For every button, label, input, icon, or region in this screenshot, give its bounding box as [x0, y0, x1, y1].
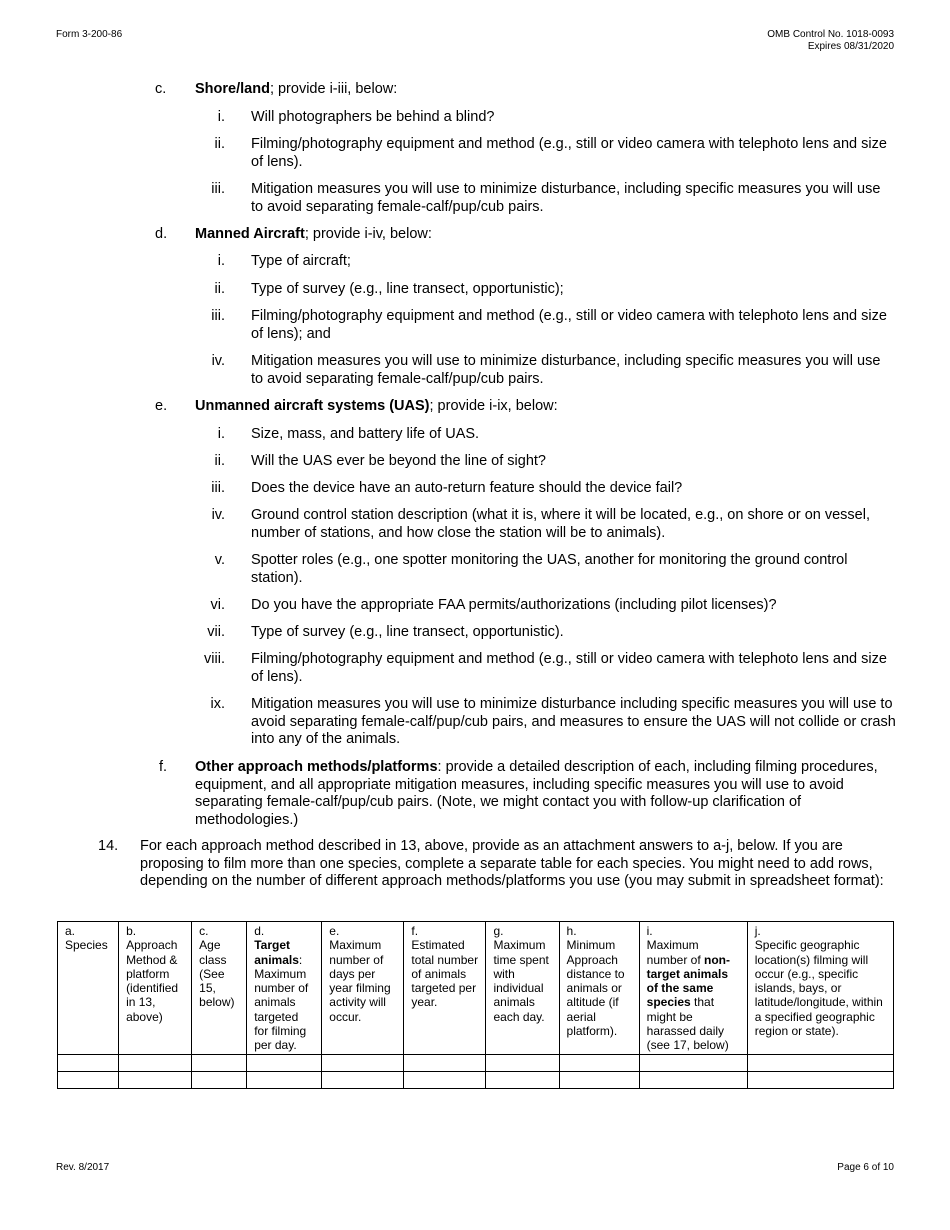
table-cell[interactable]: [58, 1054, 119, 1071]
page-number: Page 6 of 10: [837, 1162, 894, 1173]
section-instruction: ; provide i-ix, below:: [429, 398, 558, 414]
column-f-header: f. Estimated total number of animals targeted per year.: [404, 922, 486, 1055]
table-cell[interactable]: [58, 1071, 119, 1088]
table-cell[interactable]: [119, 1071, 192, 1088]
table-cell[interactable]: [404, 1054, 486, 1071]
column-e-header: e. Maximum number of days per year filming activity will occur.: [322, 922, 404, 1055]
column-g-header: g. Maximum time spent with individual animals each day.: [486, 922, 559, 1055]
question-number: 14.: [98, 838, 119, 854]
section-instruction: ; provide i-iv, below:: [304, 226, 432, 242]
column-b-header: b. Approach Method & platform (identified in 13, above): [119, 922, 192, 1055]
table-cell[interactable]: [119, 1054, 192, 1071]
section-label: f.: [159, 759, 168, 775]
column-d-header: d. Target animals: Maximum number of animals targeted for filming per day.: [247, 922, 322, 1055]
form-number: Form 3-200-86: [56, 29, 123, 40]
table-cell[interactable]: [404, 1071, 486, 1088]
omb-info: [767, 29, 894, 53]
table-header-row: [58, 922, 894, 1055]
column-h-header: h. Minimum Approach distance to animals or altitude (if aerial platform).: [559, 922, 639, 1055]
table-cell[interactable]: [486, 1054, 559, 1071]
section-title: Other approach methods/platforms: [195, 759, 438, 775]
section-label: e.: [155, 398, 168, 414]
approach-method-table: [57, 921, 894, 1089]
table-cell[interactable]: [747, 1054, 893, 1071]
table-cell[interactable]: [639, 1054, 747, 1071]
table-cell[interactable]: [322, 1054, 404, 1071]
section-title: Unmanned aircraft systems (UAS): [195, 398, 430, 414]
table-cell[interactable]: [559, 1054, 639, 1071]
revision-date: Rev. 8/2017: [56, 1162, 110, 1173]
omb-control-number: OMB Control No. 1018-0093: [767, 29, 894, 40]
table-cell[interactable]: [639, 1071, 747, 1088]
table-cell[interactable]: [747, 1071, 893, 1088]
column-j-header: j. Specific geographic location(s) filming will occur (e.g., specific islands, bays, or latitude/longitude, within a specified geographic region or state).: [747, 922, 893, 1055]
section-label: d.: [155, 226, 168, 242]
table-row: [58, 1071, 894, 1088]
table-cell[interactable]: [192, 1054, 247, 1071]
table-cell[interactable]: [247, 1054, 322, 1071]
table-cell[interactable]: [559, 1071, 639, 1088]
section-title: Manned Aircraft: [195, 226, 305, 242]
table-cell[interactable]: [486, 1071, 559, 1088]
section-label: c.: [155, 81, 167, 97]
column-i-header: i. Maximum number of non-target animals of the same species that might be harassed daily (see 17, below): [639, 922, 747, 1055]
question-text: For each approach method described in 13, above, provide as an attachment answers to a-j, below. If you are proposing to film more than one species, complete a separate table for each species. You might need to add rows, depending on the number of different approach methods/platforms you use (you may submit in spreadsheet format):: [140, 838, 884, 889]
section-text: : provide a detailed description of each, including filming procedures, equipment, and all appropriate mitigation measures, including specific measures you will use to avoid separating female-calf/pup/cub pairs. (Note, we might contact you with follow-up clarification of methodologies.): [195, 759, 878, 828]
table-cell[interactable]: [247, 1071, 322, 1088]
table-cell[interactable]: [322, 1071, 404, 1088]
section-title: Shore/land: [195, 81, 270, 97]
table-cell[interactable]: [192, 1071, 247, 1088]
column-c-header: c. Age class (See 15, below): [192, 922, 247, 1055]
table-row: [58, 1054, 894, 1071]
column-a-header: a. Species: [58, 922, 119, 1055]
expiration-date: Expires 08/31/2020: [807, 41, 894, 52]
section-instruction: ; provide i-iii, below:: [269, 81, 398, 97]
